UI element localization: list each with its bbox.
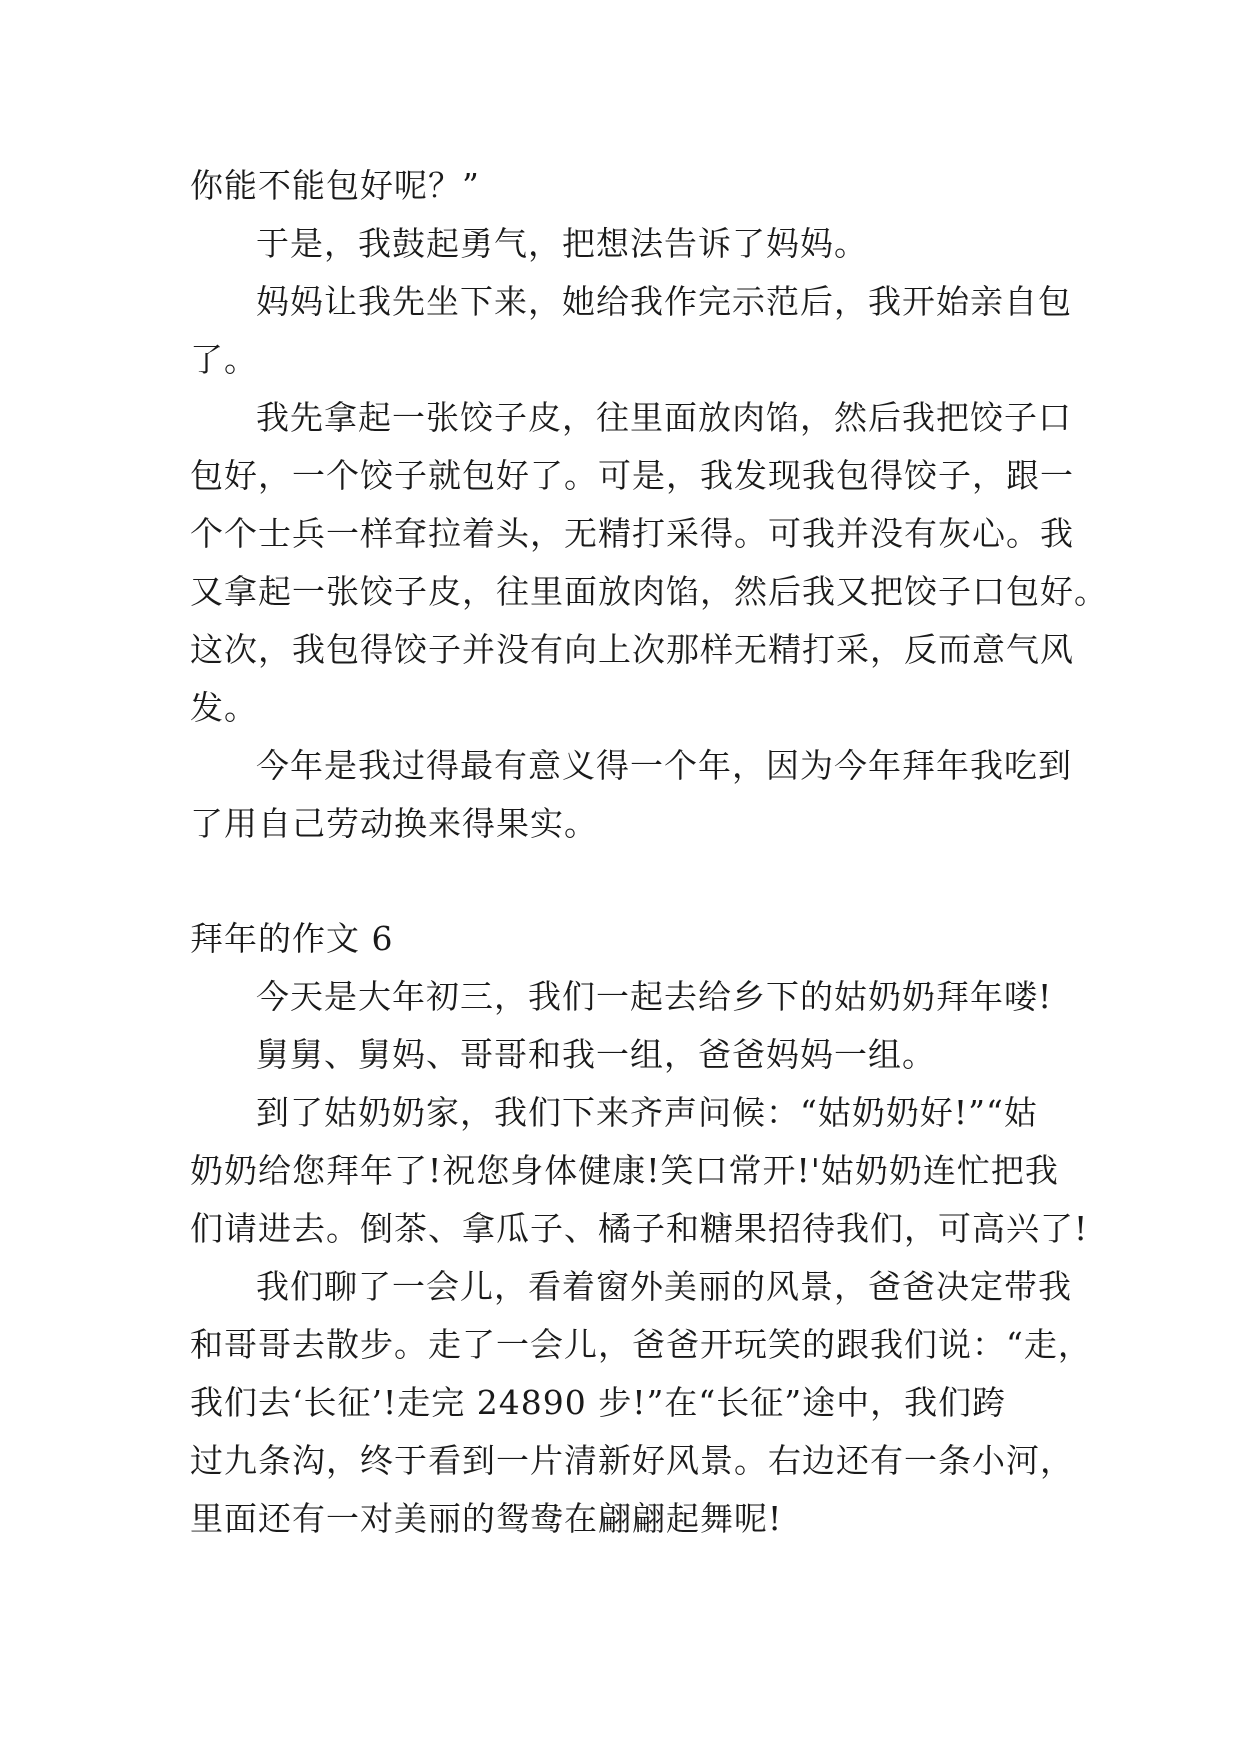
text-line: 我们聊了一会儿，看着窗外美丽的风景，爸爸决定带我 bbox=[256, 1267, 1072, 1306]
text-line: 我先拿起一张饺子皮，往里面放肉馅，然后我把饺子口 bbox=[256, 398, 1072, 437]
text-line: 们请进去。倒茶、拿瓜子、橘子和糖果招待我们，可高兴了! bbox=[190, 1209, 1089, 1248]
text-line: 奶奶给您拜年了!祝您身体健康!笑口常开!'姑奶奶连忙把我 bbox=[190, 1151, 1059, 1190]
text-line: 到了姑奶奶家，我们下来齐声问候：“姑奶奶好!”“姑 bbox=[256, 1093, 1038, 1132]
text-line: 这次，我包得饺子并没有向上次那样无精打采，反而意气风 bbox=[190, 630, 1074, 669]
text-line: 了。 bbox=[190, 340, 258, 379]
text-line: 里面还有一对美丽的鸳鸯在翩翩起舞呢! bbox=[190, 1499, 783, 1538]
text-line: 又拿起一张饺子皮，往里面放肉馅，然后我又把饺子口包好。 bbox=[190, 572, 1108, 611]
text-line: 我们去‘长征’!走完 24890 步!”在“长征”途中，我们跨 bbox=[190, 1383, 1007, 1422]
text-line: 今年是我过得最有意义得一个年，因为今年拜年我吃到 bbox=[256, 746, 1072, 785]
text-line: 了用自己劳动换来得果实。 bbox=[190, 804, 598, 843]
text-line: 今天是大年初三，我们一起去给乡下的姑奶奶拜年喽! bbox=[256, 977, 1053, 1016]
text-line: 你能不能包好呢？” bbox=[190, 166, 480, 205]
section-heading: 拜年的作文 6 bbox=[190, 919, 394, 958]
text-line: 过九条沟，终于看到一片清新好风景。右边还有一条小河， bbox=[190, 1441, 1074, 1480]
text-line: 发。 bbox=[190, 688, 258, 727]
text-line: 和哥哥去散步。走了一会儿，爸爸开玩笑的跟我们说：“走， bbox=[190, 1325, 1092, 1364]
text-line: 舅舅、舅妈、哥哥和我一组，爸爸妈妈一组。 bbox=[256, 1035, 936, 1074]
text-line: 于是，我鼓起勇气，把想法告诉了妈妈。 bbox=[256, 224, 868, 263]
text-line: 妈妈让我先坐下来，她给我作完示范后，我开始亲自包 bbox=[256, 282, 1072, 321]
text-line: 个个士兵一样耷拉着头，无精打采得。可我并没有灰心。我 bbox=[190, 514, 1074, 553]
text-line: 包好，一个饺子就包好了。可是，我发现我包得饺子，跟一 bbox=[190, 456, 1074, 495]
